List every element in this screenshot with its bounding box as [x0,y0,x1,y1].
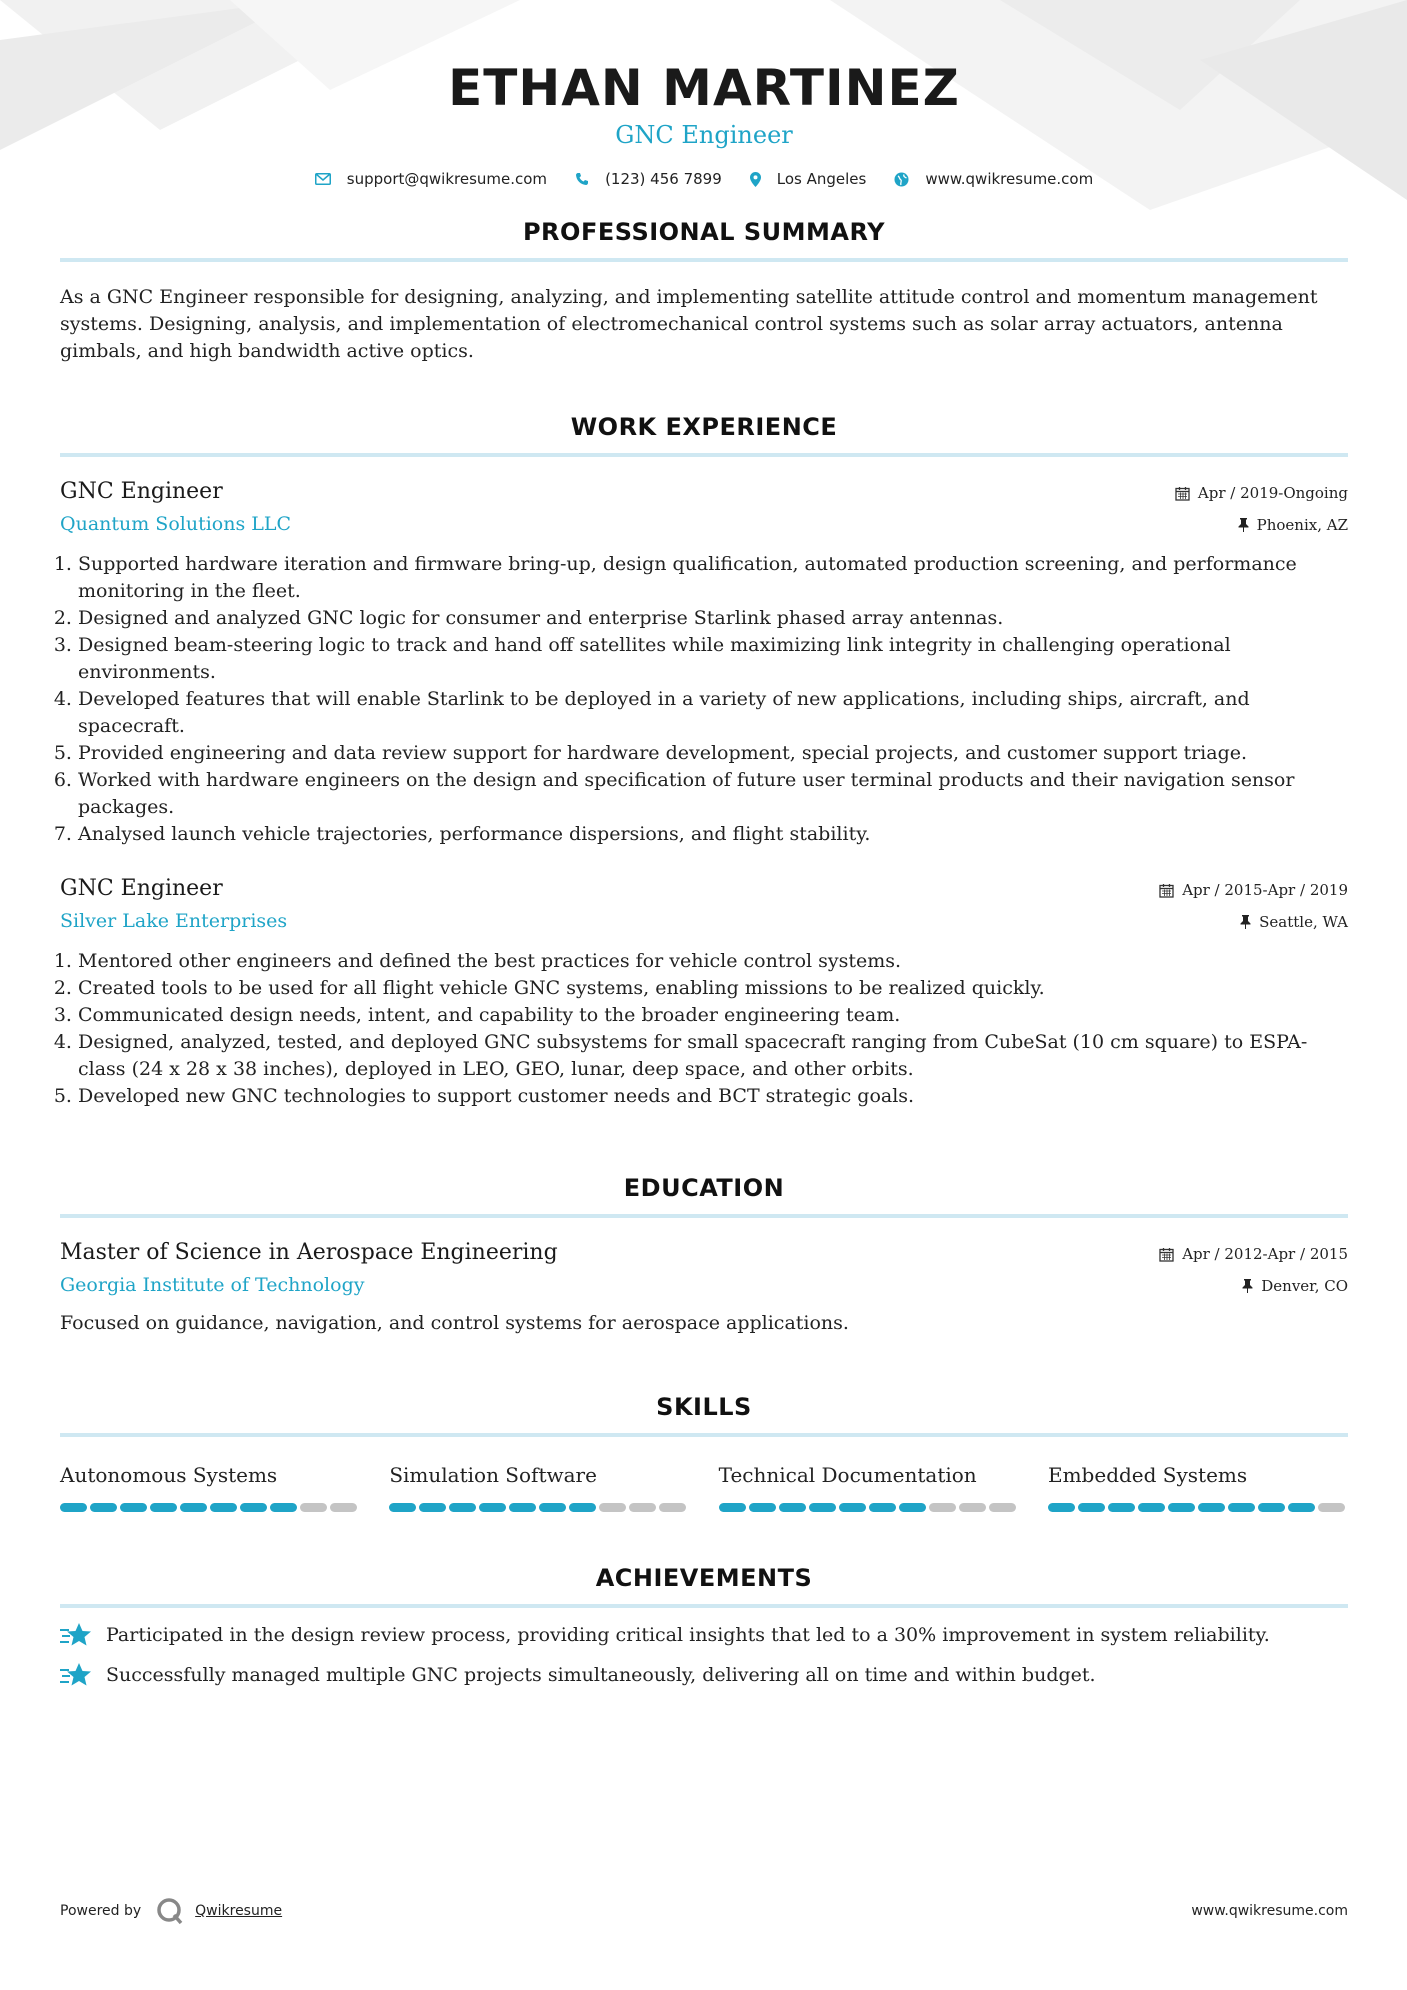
education-location: Denver, CO [1159,1270,1348,1302]
skill-segment-filled [180,1503,207,1512]
calendar-icon [1175,486,1190,501]
skill-level-bar [389,1503,689,1512]
list-item: 7. Analysed launch vehicle trajectories, performance dispersions, and flight stability. [78,821,1348,848]
resume-header [60,0,1348,188]
job-title: GNC Engineer [60,876,223,901]
skill-segment-filled [1138,1503,1165,1512]
contact-email[interactable] [315,170,547,188]
skill-item [60,1461,360,1512]
achievements-section [60,1564,1348,1688]
pushpin-icon [1242,1279,1253,1293]
experience-section [60,413,1348,1110]
skill-segment-filled [869,1503,896,1512]
phone-icon [575,172,589,186]
skill-segment-filled [150,1503,177,1512]
skill-level-bar [60,1503,360,1512]
job-entry [60,477,1348,848]
skill-segment-filled [1258,1503,1285,1512]
skill-name: Simulation Software [389,1463,597,1487]
skill-segment-empty [929,1503,956,1512]
list-item: 5. Provided engineering and data review support for hardware development, special projects, and customer support triage. [78,740,1348,767]
pushpin-icon [1238,518,1249,532]
achievement-item: Participated in the design review process, providing critical insights that led to a 30% improvement in system reliability. [60,1622,1348,1648]
education-dates: Apr / 2012-Apr / 2015 [1159,1238,1348,1270]
list-item: 1. Mentored other engineers and defined the best practices for vehicle control systems. [78,948,1348,975]
phone-text: (123) 456 7899 [605,170,722,188]
achievement-item: Successfully managed multiple GNC projects simultaneously, delivering all on time and within budget. [60,1662,1348,1688]
skill-segment-empty [300,1503,327,1512]
company-name: Quantum Solutions LLC [60,513,292,535]
candidate-role: GNC Engineer [615,121,793,149]
skill-name: Autonomous Systems [60,1463,278,1487]
map-pin-icon [750,172,761,187]
location-text: Los Angeles [776,170,867,188]
achievements-heading: ACHIEVEMENTS [595,1564,813,1592]
skill-segment-filled [839,1503,866,1512]
summary-text: As a GNC Engineer responsible for designing, analyzing, and implementing satellite attitude control and momentum management systems. Designing, analysis, and implementation of electromechanical control systems such as solar array actuators, antenna gimbals, and high bandwidth active optics. [60,286,1318,362]
skill-segment-filled [419,1503,446,1512]
education-description: Focused on guidance, navigation, and control systems for aerospace applications. [60,1312,849,1334]
contact-bar [60,170,1348,188]
resume-content [60,0,1348,1688]
calendar-icon [1159,1247,1174,1262]
qwikresume-logo-icon [155,1896,185,1926]
section-divider [60,1433,1348,1437]
experience-heading: WORK EXPERIENCE [570,413,838,441]
skill-segment-filled [539,1503,566,1512]
education-section [60,1174,1348,1337]
skill-level-bar [719,1503,1019,1512]
skill-name: Technical Documentation [718,1463,977,1487]
skills-list [60,1461,1348,1512]
skill-segment-filled [1228,1503,1255,1512]
calendar-icon [1159,883,1174,898]
list-item: 1. Supported hardware iteration and firmware bring-up, design qualification, automated production screening, and performance monitoring in the fleet. [78,551,1348,605]
page-footer [60,1896,1348,1926]
skill-item [1048,1461,1348,1512]
skill-item [389,1461,689,1512]
skill-segment-filled [509,1503,536,1512]
footer-website-link[interactable]: www.qwikresume.com [1191,1903,1348,1919]
skill-segment-empty [989,1503,1016,1512]
contact-location [750,170,867,188]
email-text: support@qwikresume.com [346,170,548,188]
qwikresume-link[interactable]: Qwikresume [195,1903,283,1919]
star-icon [60,1622,92,1648]
summary-section [60,218,1348,365]
skill-segment-filled [240,1503,267,1512]
contact-website[interactable] [894,170,1093,188]
skill-level-bar [1048,1503,1348,1512]
summary-heading: PROFESSIONAL SUMMARY [522,218,886,246]
skill-segment-filled [210,1503,237,1512]
skill-segment-filled [60,1503,87,1512]
job-title: GNC Engineer [60,479,223,504]
skill-segment-filled [479,1503,506,1512]
skill-segment-filled [120,1503,147,1512]
school-name: Georgia Institute of Technology [60,1274,365,1296]
skill-segment-empty [330,1503,357,1512]
skill-segment-filled [899,1503,926,1512]
job-responsibilities [60,551,1348,848]
skills-section [60,1393,1348,1512]
skill-segment-filled [90,1503,117,1512]
skill-item [719,1461,1019,1512]
skill-segment-filled [779,1503,806,1512]
envelope-icon [315,173,331,185]
skill-segment-filled [1078,1503,1105,1512]
job-location: Seattle, WA [1159,906,1348,938]
powered-by-label: Powered by [60,1903,142,1919]
skill-segment-empty [599,1503,626,1512]
skill-segment-empty [1318,1503,1345,1512]
skill-name: Embedded Systems [1047,1463,1248,1487]
skill-segment-empty [629,1503,656,1512]
skill-segment-filled [1288,1503,1315,1512]
job-dates: Apr / 2015-Apr / 2019 [1159,874,1348,906]
skill-segment-filled [270,1503,297,1512]
skill-segment-filled [1168,1503,1195,1512]
skill-segment-filled [389,1503,416,1512]
section-divider [60,1604,1348,1608]
job-location: Phoenix, AZ [1175,509,1348,541]
skill-segment-filled [1048,1503,1075,1512]
education-entry [60,1238,1348,1337]
company-name: Silver Lake Enterprises [60,910,288,932]
skill-segment-filled [1108,1503,1135,1512]
job-responsibilities [60,948,1348,1110]
list-item: 5. Developed new GNC technologies to support customer needs and BCT strategic goals. [78,1083,1348,1110]
section-divider [60,258,1348,262]
list-item: 6. Worked with hardware engineers on the design and specification of future user terminal products and their navigation sensor packages. [78,767,1348,821]
website-text: www.qwikresume.com [925,170,1094,188]
skill-segment-filled [1198,1503,1225,1512]
star-icon [60,1662,92,1688]
degree-title: Master of Science in Aerospace Engineering [60,1240,558,1265]
pushpin-icon [1240,915,1251,929]
list-item: 4. Developed features that will enable Starlink to be deployed in a variety of new applications, including ships, aircraft, and spacecraft. [78,686,1348,740]
job-entry [60,874,1348,1110]
skill-segment-filled [569,1503,596,1512]
skills-heading: SKILLS [656,1393,752,1421]
education-heading: EDUCATION [623,1174,785,1202]
skill-segment-empty [659,1503,686,1512]
list-item: 3. Designed beam-steering logic to track and hand off satellites while maximizing link integrity in challenging operational environments. [78,632,1348,686]
section-divider [60,453,1348,457]
candidate-name: ETHAN MARTINEZ [448,59,960,117]
section-divider [60,1214,1348,1218]
globe-icon [894,172,909,187]
job-dates: Apr / 2019-Ongoing [1175,477,1348,509]
list-item: 3. Communicated design needs, intent, and capability to the broader engineering team. [78,1002,1348,1029]
skill-segment-filled [449,1503,476,1512]
list-item: 2. Created tools to be used for all flight vehicle GNC systems, enabling missions to be realized quickly. [78,975,1348,1002]
list-item: 2. Designed and analyzed GNC logic for consumer and enterprise Starlink phased array antennas. [78,605,1348,632]
skill-segment-filled [749,1503,776,1512]
skill-segment-filled [809,1503,836,1512]
skill-segment-filled [719,1503,746,1512]
skill-segment-empty [959,1503,986,1512]
contact-phone[interactable] [575,170,722,188]
list-item: 4. Designed, analyzed, tested, and deployed GNC subsystems for small spacecraft ranging from CubeSat (10 cm square) to ESPA-class (24 x 28 x 38 inches), deployed in LEO, GEO, lunar, deep space, and other orbits. [78,1029,1348,1083]
